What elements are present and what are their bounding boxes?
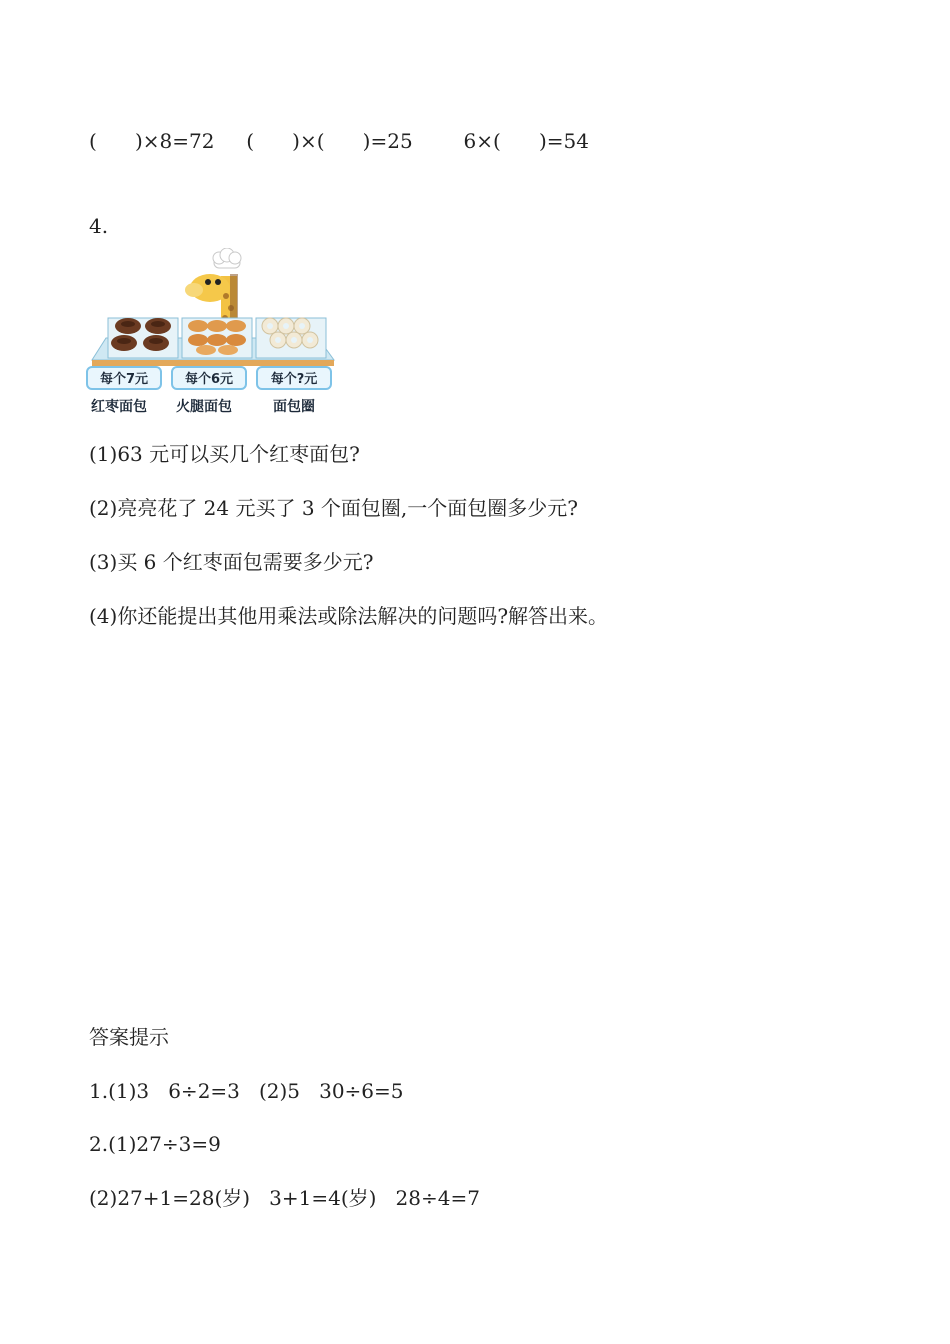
- question-2: (2)亮亮花了 24 元买了 3 个面包圈,一个面包圈多少元?: [89, 496, 579, 520]
- donut-icon: [262, 318, 318, 348]
- answer-line-2: 2.(1)27÷3=9: [89, 1132, 221, 1156]
- price-tag-donut: 每个?元: [256, 366, 332, 390]
- price-tag-ham: 每个6元: [171, 366, 247, 390]
- bread-name-ham: 火腿面包: [176, 399, 232, 415]
- bread-name-red-date: 红枣面包: [91, 399, 147, 415]
- answer-line-1: 1.(1)3 6÷2=3 (2)5 30÷6=5: [89, 1079, 404, 1103]
- bakery-illustration: [86, 248, 338, 418]
- price-tag-red-date: 每个7元: [86, 366, 162, 390]
- answers-title: 答案提示: [89, 1025, 169, 1049]
- equations-line: ( )×8=72 ( )×( )=25 6×( )=54: [89, 129, 589, 153]
- question-3: (3)买 6 个红枣面包需要多少元?: [89, 550, 374, 574]
- question-number: 4.: [89, 214, 109, 238]
- question-4: (4)你还能提出其他用乘法或除法解决的问题吗?解答出来。: [89, 604, 609, 628]
- answer-line-3: (2)27+1=28(岁) 3+1=4(岁) 28÷4=7: [89, 1186, 480, 1210]
- question-1: (1)63 元可以买几个红枣面包?: [89, 442, 360, 466]
- bread-name-donut: 面包圈: [273, 399, 315, 415]
